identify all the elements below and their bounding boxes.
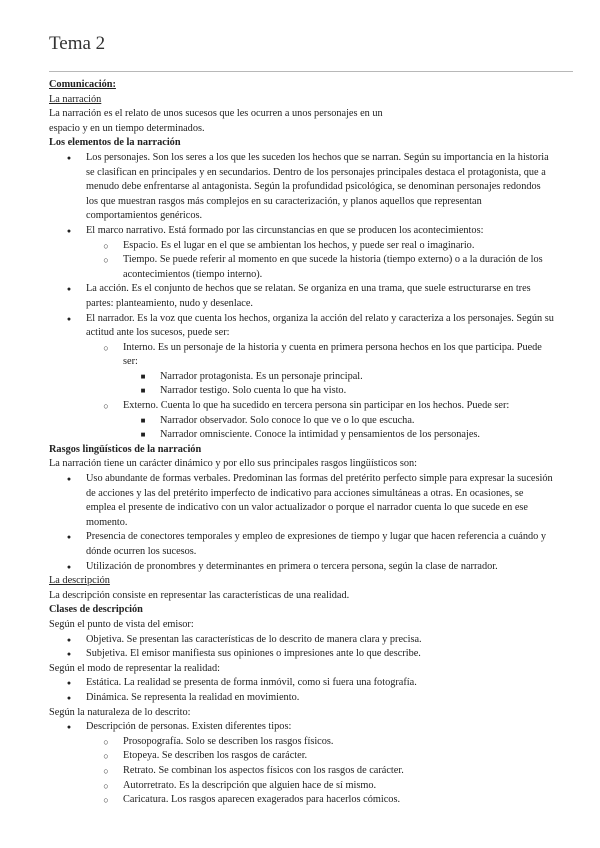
list-item (103, 399, 554, 414)
item-conectores: Presencia de conectores temporales y empleo de expresiones de tiempo y lugar que hacen referencia a cuándo y dónde ocurren los sucesos. (86, 531, 547, 557)
bullet-icon: ● (66, 635, 72, 644)
list-item (103, 253, 554, 282)
item-marco: El marco narrativo. Está formado por las circunstancias en que se producen los acontecimientos: (86, 224, 484, 236)
list-item (66, 472, 554, 530)
item-autorretrato: Autorretrato. Es la descripción que alguien hace de sí mismo. (123, 779, 377, 791)
item-tiempo: Tiempo. Se puede referir al momento en que sucede la historia (tiempo externo) o a la duración de los acontecimientos (tiempo interno). (123, 254, 543, 280)
item-objetiva: Objetiva. Se presentan las características de lo descrito de manera clara y precisa. (86, 633, 422, 645)
bullet-icon: ● (66, 723, 72, 732)
square-bullet-icon: ■ (140, 371, 146, 381)
list-item (66, 530, 554, 559)
list-item (66, 560, 554, 575)
bullet-icon: ● (66, 314, 72, 323)
list-item (66, 676, 554, 691)
circle-bullet-icon: ○ (103, 255, 109, 266)
list-item (66, 224, 554, 239)
list-item (103, 779, 554, 794)
item-interno: Interno. Es un personaje de la historia y cuenta en primera persona hechos en los que participa. Puede ser: (123, 341, 542, 368)
circle-bullet-icon: ○ (103, 342, 109, 353)
item-accion: La acción. Es el conjunto de hechos que se relatan. Se organiza en una trama, que suele estructurarse en tres partes: planteamiento, nudo y desenlace. (86, 283, 531, 309)
list-item (103, 764, 554, 779)
list-item (103, 341, 554, 370)
bullet-icon: ● (66, 679, 72, 688)
list-item (103, 735, 554, 750)
item-etopeya: Etopeya. Se describen los rasgos de carácter. (123, 750, 308, 762)
title-divider (49, 71, 573, 72)
bullet-icon: ● (66, 153, 72, 162)
list-item (103, 239, 554, 254)
subheading-narracion: La narración (49, 93, 102, 105)
list-item (66, 720, 554, 735)
item-dinamica: Dinámica. Se representa la realidad en movimiento. (86, 691, 300, 703)
circle-bullet-icon: ○ (103, 780, 109, 791)
list-item (66, 151, 554, 224)
item-prosopografia: Prosopografía. Solo se describen los rasgos físicos. (123, 735, 334, 747)
list-item (66, 312, 554, 341)
subheading-descripcion: La descripción (49, 575, 110, 587)
item-testigo: Narrador testigo. Solo cuenta lo que ha visto. (160, 385, 347, 397)
square-bullet-icon: ■ (140, 386, 146, 396)
criterio-naturaleza: Según la naturaleza de lo descrito: (49, 706, 191, 718)
circle-bullet-icon: ○ (103, 765, 109, 776)
circle-bullet-icon: ○ (103, 736, 109, 747)
subheading-clases: Clases de descripción (49, 604, 143, 616)
subheading-rasgos: Rasgos lingüísticos de la narración (49, 443, 202, 455)
list-item (66, 691, 554, 706)
list-item (140, 428, 554, 443)
list-item (66, 633, 554, 648)
item-personas: Descripción de personas. Existen diferentes tipos: (86, 721, 292, 733)
criterio-modo: Según el modo de representar la realidad: (49, 662, 220, 674)
item-externo: Externo. Cuenta lo que ha sucedido en tercera persona sin participar en los hechos. Puede ser: (123, 400, 510, 412)
circle-bullet-icon: ○ (103, 751, 109, 762)
circle-bullet-icon: ○ (103, 240, 109, 251)
item-personajes: Los personajes. Son los seres a los que les suceden los hechos que se narran. Según su importancia en la historia se clasifican en principales y en secundarios. Dentro de los personajes principales destaca el protagonista, que a menudo debe enfrentarse al antagonista. Según la profundidad psicológica, se denominan personajes redondos los que muestran rasgos más complejos en su caracterización, y planos aquellos que representan comportamientos genéricos. (86, 151, 549, 222)
item-narrador: El narrador. Es la voz que cuenta los hechos, organiza la acción del relato y caracteriza a los personajes. Según su actitud ante los sucesos, puede ser: (86, 312, 554, 339)
bullet-icon: ● (66, 226, 72, 235)
square-bullet-icon: ■ (140, 415, 146, 425)
descripcion-intro: La descripción consiste en representar las características de una realidad. (49, 589, 350, 601)
subheading-elementos: Los elementos de la narración (49, 137, 181, 149)
bullet-icon: ● (66, 693, 72, 702)
list-item (140, 370, 554, 385)
item-estatica: Estática. La realidad se presenta de forma inmóvil, como si fuera una fotografía. (86, 677, 417, 689)
item-pronombres: Utilización de pronombres y determinantes en primera o tercera persona, según la clase de narrador. (86, 560, 498, 572)
document-body (49, 78, 554, 808)
list-item (140, 384, 554, 399)
rasgos-intro: La narración tiene un carácter dinámico y por ello sus principales rasgos lingüísticos son: (49, 458, 418, 470)
bullet-icon: ● (66, 650, 72, 659)
item-retrato: Retrato. Se combinan los aspectos físicos con los rasgos de carácter. (123, 764, 404, 776)
item-protagonista: Narrador protagonista. Es un personaje principal. (160, 370, 363, 382)
circle-bullet-icon: ○ (103, 795, 109, 806)
item-espacio: Espacio. Es el lugar en el que se ambientan los hechos, y puede ser real o imaginario. (123, 239, 475, 251)
bullet-icon: ● (66, 533, 72, 542)
item-observador: Narrador observador. Solo conoce lo que ve o lo que escucha. (160, 414, 415, 426)
narracion-intro: La narración es el relato de unos sucesos que les ocurren a unos personajes en un espacio y en un tiempo determinados. (49, 108, 383, 134)
list-item (140, 414, 554, 429)
bullet-icon: ● (66, 285, 72, 294)
criterio-emisor: Según el punto de vista del emisor: (49, 618, 194, 630)
bullet-icon: ● (66, 562, 72, 571)
list-item (103, 793, 554, 808)
circle-bullet-icon: ○ (103, 401, 109, 412)
item-subjetiva: Subjetiva. El emisor manifiesta sus opiniones o impresiones ante lo que describe. (86, 648, 421, 660)
list-item (66, 282, 554, 311)
item-caricatura: Caricatura. Los rasgos aparecen exagerados para hacerlos cómicos. (123, 794, 401, 806)
square-bullet-icon: ■ (140, 430, 146, 440)
document-title: Tema 2 (49, 33, 106, 54)
item-formas: Uso abundante de formas verbales. Predominan las formas del pretérito perfecto simple para expresar la sucesión de acciones y las del pretérito imperfecto de indicativo para acciones simultáneas a otras. En ocasiones, se emplea el presente de indicativo con un valor actualizador o porque el narrador cuenta lo que sucede en ese momento. (86, 473, 553, 528)
bullet-icon: ● (66, 475, 72, 484)
list-item (66, 647, 554, 662)
list-item (103, 749, 554, 764)
item-omnisciente: Narrador omnisciente. Conoce la intimidad y pensamientos de los personajes. (160, 429, 480, 441)
section-heading-comunicacion: Comunicación: (49, 79, 116, 90)
